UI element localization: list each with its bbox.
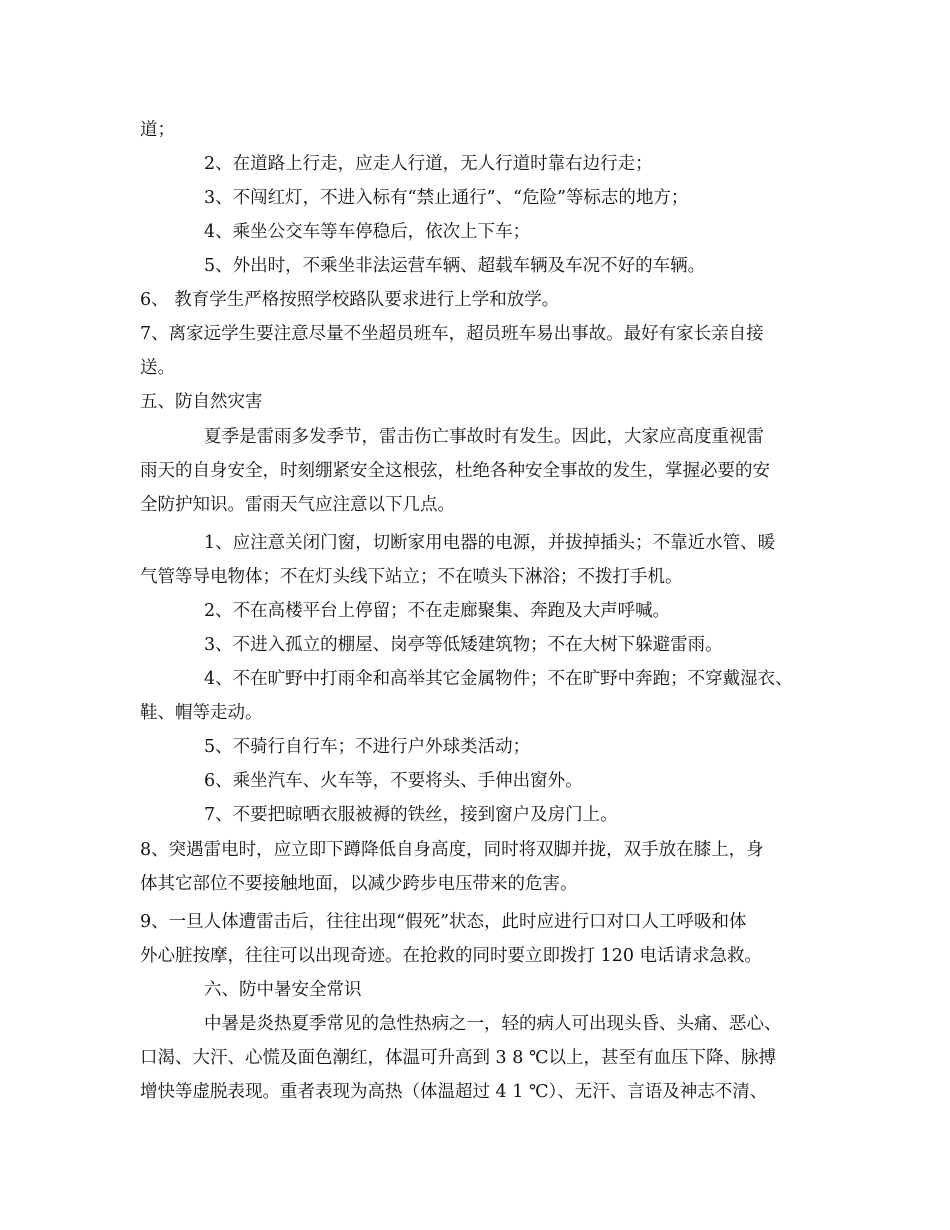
text-line: 道； [140, 120, 175, 140]
text-line: 5、外出时，不乘坐非法运营车辆、超载车辆及车况不好的车辆。 [204, 256, 706, 276]
section-heading: 五、防自然灾害 [140, 392, 263, 412]
text-line: 3、不闯红灯，不进入标有“禁止通行”、“危险”等标志的地方； [204, 188, 689, 208]
text-line: 全防护知识。雷雨天气应注意以下几点。 [140, 495, 455, 515]
text-line: 鞋、帽等走动。 [140, 703, 263, 723]
text-line: 6、 教育学生严格按照学校路队要求进行上学和放学。 [140, 290, 560, 310]
text-line: 6、乘坐汽车、火车等，不要将头、手伸出窗外。 [204, 771, 583, 791]
text-line: 2、在道路上行走，应走人行道，无人行道时靠右边行走； [204, 154, 653, 174]
text-line: 气管等导电物体；不在灯头线下站立；不在喷头下淋浴；不拨打手机。 [140, 567, 683, 587]
text-line: 3、不进入孤立的棚屋、岗亭等低矮建筑物；不在大树下躲避雷雨。 [204, 635, 723, 655]
text-line: 夏季是雷雨多发季节，雷击伤亡事故时有发生。因此，大家应高度重视雷 [204, 427, 764, 447]
text-line: 体其它部位不要接触地面，以减少跨步电压带来的危害。 [140, 874, 578, 894]
text-line: 7、不要把晾晒衣服被褥的铁丝，接到窗户及房门上。 [204, 805, 618, 825]
section-heading: 六、防中暑安全常识 [204, 980, 362, 1000]
text-line: 中暑是炎热夏季常见的急性热病之一，轻的病人可出现头昏、头痛、恶心、 [204, 1014, 782, 1034]
text-line: 雨天的自身安全，时刻绷紧安全这根弦，杜绝各种安全事故的发生，掌握必要的安 [140, 461, 770, 481]
text-line: 增快等虚脱表现。重者表现为高热（体温超过 4 1 ℃）、无汗、言语及神志不清、 [140, 1082, 768, 1102]
text-line: 口渴、大汗、心慌及面色潮红，体温可升高到 3 8 ℃以上，甚至有血压下降、脉搏 [140, 1048, 777, 1068]
text-line: 7、离家远学生要注意尽量不坐超员班车，超员班车易出事故。最好有家长亲自接 [140, 324, 764, 344]
text-line: 送。 [140, 358, 175, 378]
text-line: 9、一旦人体遭雷击后，往往出现“假死”状态，此时应进行口对口人工呼吸和体 [140, 912, 747, 932]
text-line: 4、乘坐公交车等车停稳后，依次上下车； [204, 222, 531, 242]
text-line: 8、突遇雷电时，应立即下蹲降低自身高度，同时将双脚并拢，双手放在膝上，身 [140, 840, 764, 860]
text-line: 2、不在高楼平台上停留；不在走廊聚集、奔跑及大声呼喊。 [204, 601, 671, 621]
text-line: 4、不在旷野中打雨伞和高举其它金属物件；不在旷野中奔跑；不穿戴湿衣、 [204, 669, 793, 689]
text-line: 外心脏按摩，往往可以出现奇迹。在抢救的同时要立即拨打 120 电话请求急救。 [140, 946, 763, 966]
text-line: 5、不骑行自行车；不进行户外球类活动； [204, 737, 531, 757]
text-line: 1、应注意关闭门窗，切断家用电器的电源，并拔掉插头；不靠近水管、暖 [204, 533, 776, 553]
